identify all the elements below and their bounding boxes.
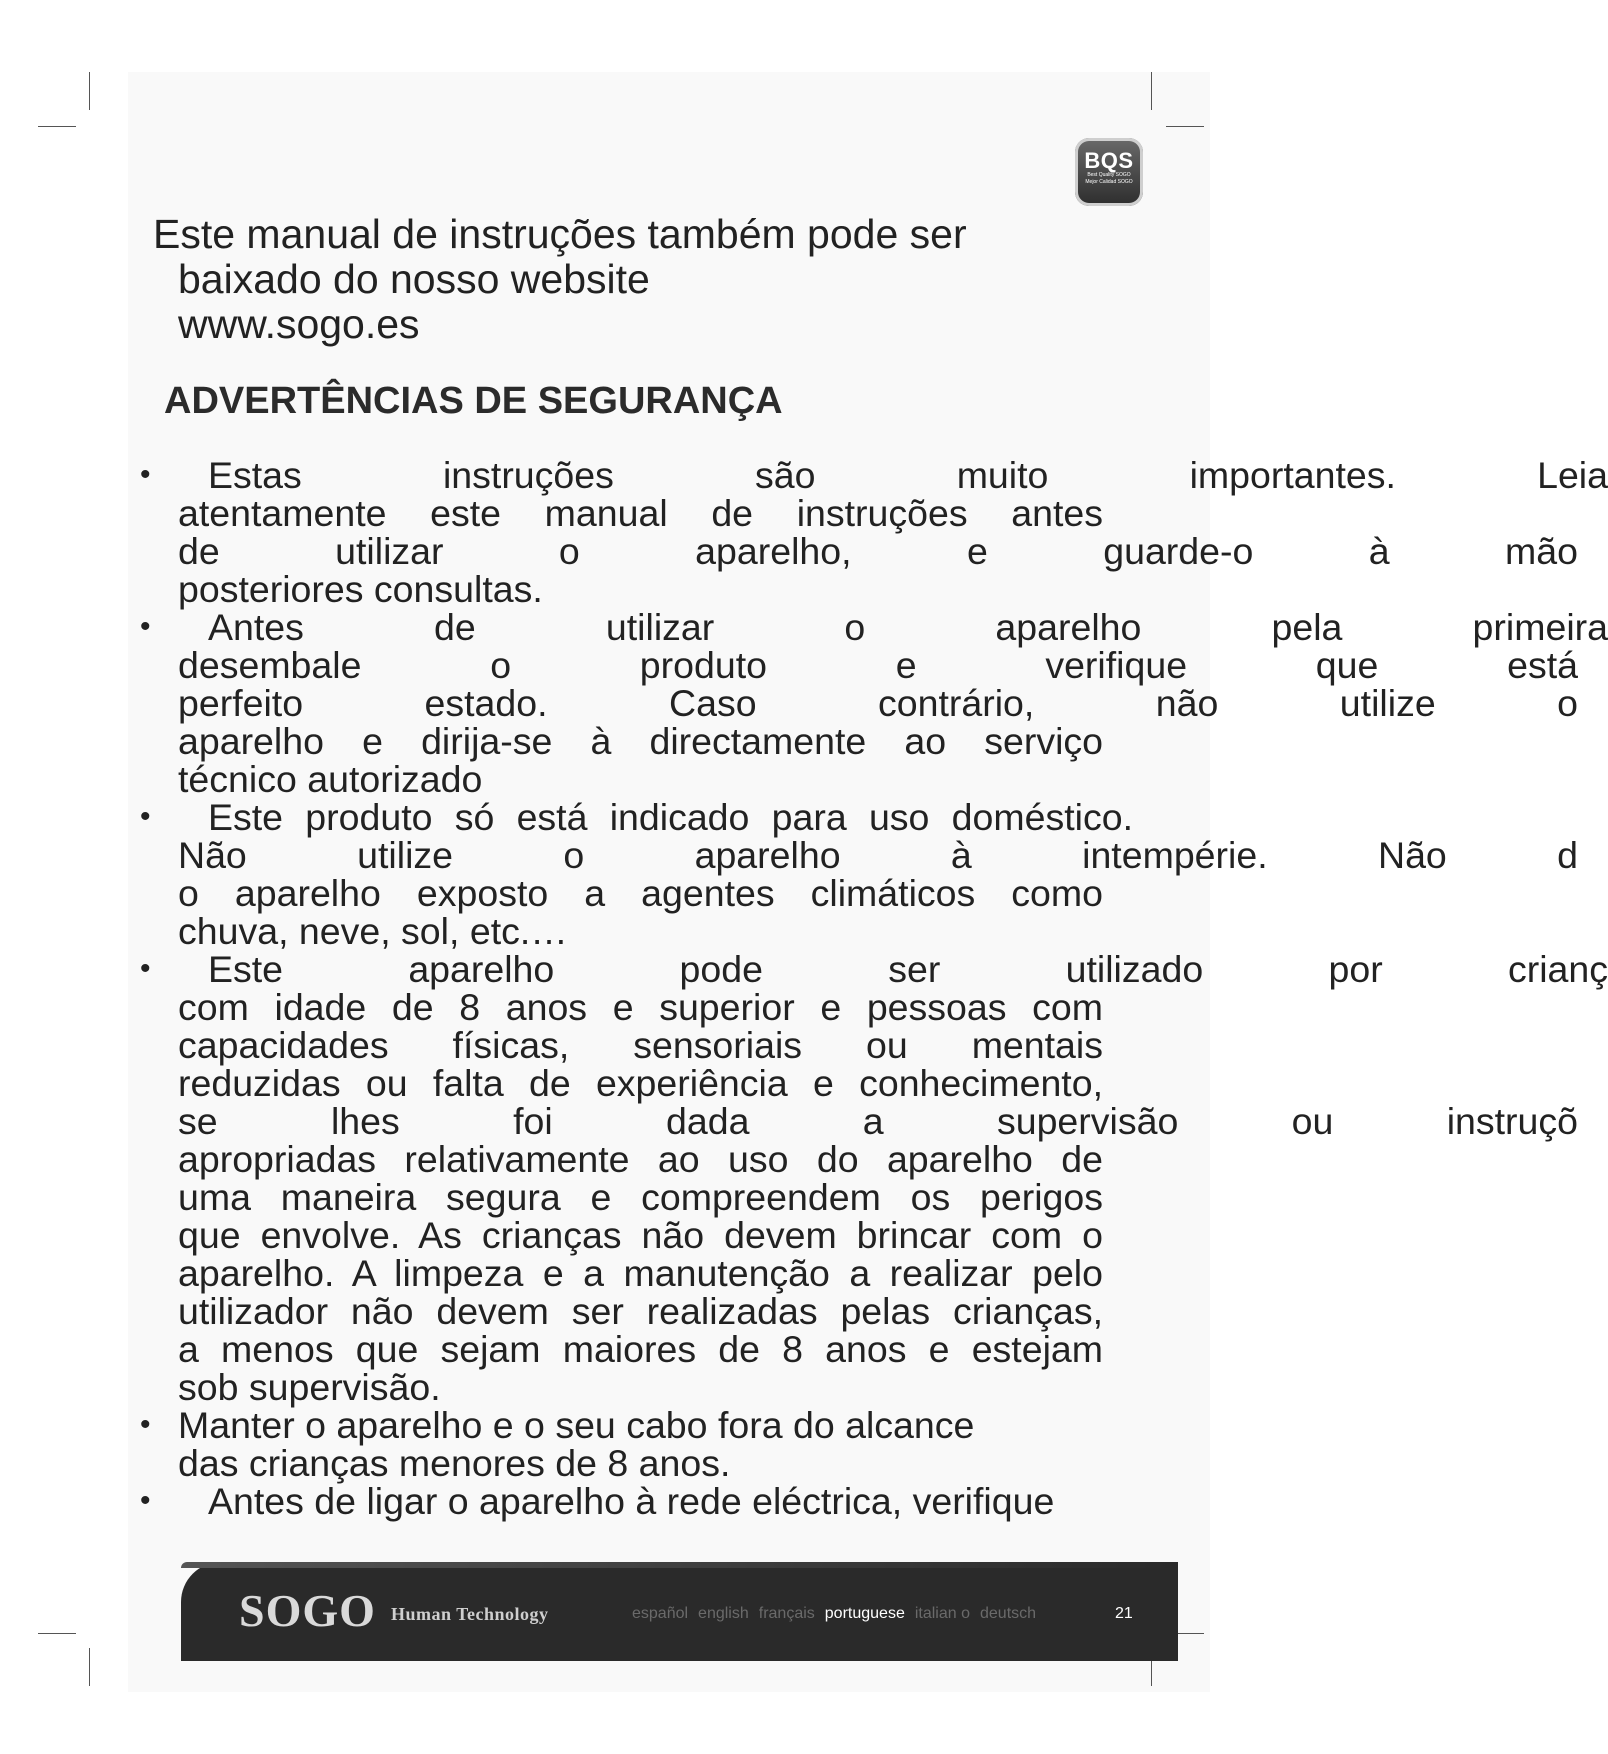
badge-title: BQS — [1084, 148, 1134, 173]
warning-text-line: Antes de ligar o aparelho à rede eléctrica, verifique — [208, 1480, 1055, 1522]
warning-text-line: apropriadas relativamente ao uso do aparelho de — [178, 1138, 1103, 1180]
warning-text-line: posteriores consultas. — [178, 568, 543, 610]
bullet-marker: • — [140, 610, 151, 643]
language-label: portuguese — [824, 1605, 905, 1622]
language-label: italian o — [914, 1605, 970, 1622]
warning-text-line: se lhes foi dada a supervisão ou instruçõ — [178, 1100, 1578, 1142]
warning-text-line: Antes de utilizar o aparelho pela primeira — [208, 606, 1608, 648]
intro-line-1: Este manual de instruções também pode ser — [153, 211, 967, 257]
crop-mark — [1166, 126, 1204, 127]
section-heading: ADVERTÊNCIAS DE SEGURANÇA — [164, 380, 783, 422]
warning-text-line: Este aparelho pode ser utilizado por crianç — [208, 948, 1608, 990]
crop-mark — [38, 1633, 76, 1634]
warning-text-line: aparelho e dirija-se à directamente ao serviço — [178, 720, 1103, 762]
warning-text-line: capacidades físicas, sensoriais ou mentais — [178, 1024, 1103, 1066]
brand-logo: SOGO — [239, 1585, 376, 1636]
brand-tagline: Human Technology — [391, 1604, 549, 1624]
warning-text-line: o aparelho exposto a agentes climáticos como — [178, 872, 1103, 914]
intro-line-2: baixado do nosso website — [178, 256, 650, 302]
safety-warnings-list — [138, 454, 1608, 1536]
warning-text-line: utilizador não devem ser realizadas pelas crianças, — [178, 1290, 1103, 1332]
warning-text-line: Não utilize o aparelho à intempérie. Não d — [178, 834, 1578, 876]
warning-text-line: Este produto só está indicado para uso doméstico. — [208, 796, 1133, 838]
warning-text-line: das crianças menores de 8 anos. — [178, 1442, 731, 1484]
warning-text-line: reduzidas ou falta de experiência e conhecimento, — [178, 1062, 1103, 1104]
warning-text-line: técnico autorizado — [178, 758, 483, 800]
warning-text-line: com idade de 8 anos e superior e pessoas com — [178, 986, 1103, 1028]
warning-text-line: atentamente este manual de instruções antes — [178, 492, 1103, 534]
warning-text-line: que envolve. As crianças não devem brincar com o — [178, 1214, 1103, 1256]
bullet-marker: • — [140, 1408, 151, 1441]
badge-line-1: Best Quality SOGO — [1087, 172, 1131, 178]
website-url: www.sogo.es — [178, 301, 420, 347]
language-label: deutsch — [980, 1605, 1037, 1622]
crop-mark — [38, 126, 76, 127]
warning-text-line: de utilizar o aparelho, e guarde-o à mão — [178, 530, 1578, 572]
crop-mark — [1151, 72, 1152, 110]
bullet-marker: • — [140, 952, 151, 985]
page-number: 21 — [1115, 1605, 1133, 1622]
footer-bar — [181, 1562, 1178, 1661]
language-index — [632, 1604, 1046, 1624]
warning-text-line: Estas instruções são muito importantes. Leia — [208, 454, 1608, 496]
warning-text-line: a menos que sejam maiores de 8 anos e estejam — [178, 1328, 1103, 1370]
intro-text — [153, 212, 967, 347]
crop-mark — [89, 72, 90, 110]
language-label: english — [698, 1605, 749, 1622]
warning-text-line: uma maneira segura e compreendem os perigos — [178, 1176, 1103, 1218]
badge-line-2: Mejor Calidad SOGO — [1085, 179, 1133, 185]
warning-text-line: Manter o aparelho e o seu cabo fora do alcance — [178, 1404, 975, 1446]
warning-text-line: perfeito estado. Caso contrário, não utilize o — [178, 682, 1578, 724]
language-label: español — [632, 1605, 689, 1622]
warning-text-line: chuva, neve, sol, etc.… — [178, 910, 568, 952]
crop-mark — [89, 1648, 90, 1686]
bullet-marker: • — [140, 1484, 151, 1517]
warning-text-line: desembale o produto e verifique que está — [178, 644, 1578, 686]
bullet-marker: • — [140, 800, 151, 833]
language-label: français — [758, 1605, 815, 1622]
warning-text-line: sob supervisão. — [178, 1366, 441, 1408]
warning-text-line: aparelho. A limpeza e a manutenção a realizar pelo — [178, 1252, 1103, 1294]
bullet-marker: • — [140, 458, 151, 491]
bqs-quality-badge — [1075, 138, 1143, 206]
